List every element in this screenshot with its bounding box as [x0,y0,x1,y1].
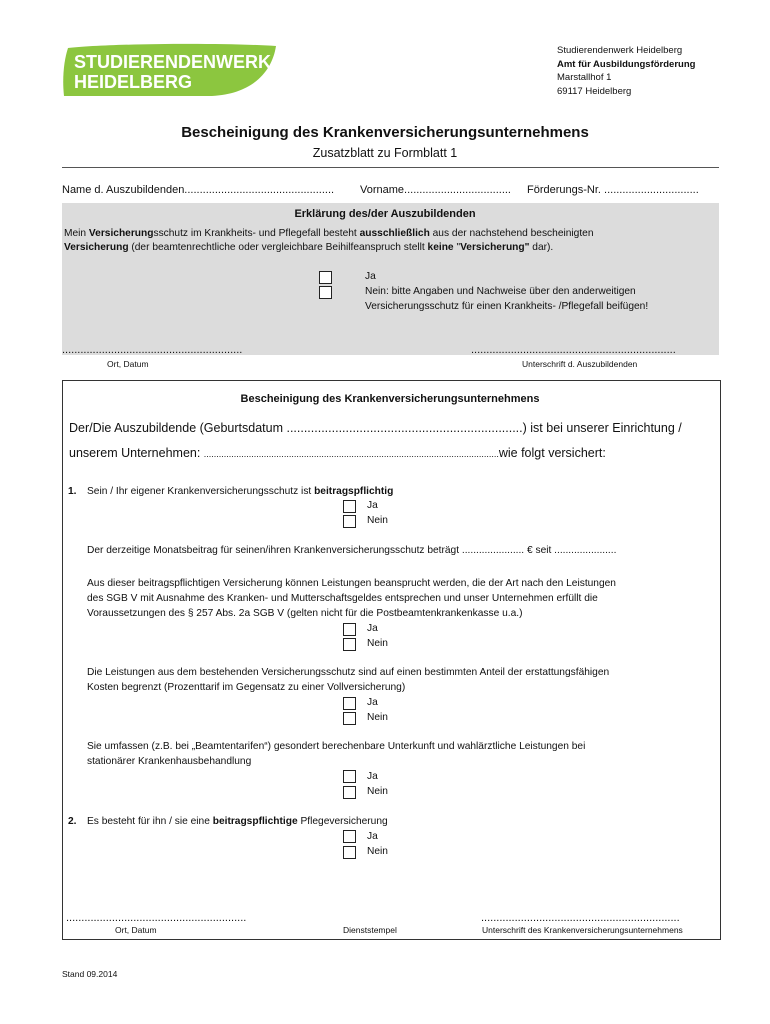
q2-ja-label: Ja [367,831,378,842]
benefits-ja-label: Ja [367,623,378,634]
declaration-signature-field[interactable]: ................................................................... [471,344,676,356]
declaration-ja-checkbox[interactable] [319,271,332,284]
declaration-nein-checkbox[interactable] [319,286,332,299]
cert-stamp-label: Dienststempel [343,925,397,935]
certification-line1[interactable]: Der/Die Auszubildende (Geburtsdatum ....................................................................) ist bei unserer Einrichtung / [69,421,682,435]
q2-text: Es besteht für ihn / sie eine beitragspflichtige Pflegeversicherung [87,816,388,827]
cert-place-date-field[interactable]: ........................................................... [66,912,247,924]
logo-graphic [62,42,278,98]
certification-heading: Bescheinigung des Krankenversicherungsunternehmens [240,393,540,405]
declaration-nein-label-cont: Versicherungsschutz für einen Krankheits- /Pflegefall beifügen! [365,301,649,312]
vorname-field[interactable]: Vorname................................... [360,184,511,196]
benefits-text-line3: Voraussetzungen des § 257 Abs. 2a SGB V (gelten nicht für die Postbeamtenkrankenkasse u.a.) [87,608,523,619]
declaration-text-line1: Mein Versicherungsschutz im Krankheits- und Pflegefall besteht ausschließlich aus der nachstehend bescheinigten [64,228,594,239]
studierendenwerk-logo [62,42,278,98]
certification-section [62,380,721,940]
certification-line2[interactable]: unserem Unternehmen: ......................................................................................................................wie folgt versichert: [69,446,606,460]
benefits-text-line1: Aus dieser beitragspflichtigen Versicherung können Leistungen beansprucht werden, die der Art nach den Leistungen [87,578,616,589]
benefits-nein-checkbox[interactable] [343,638,356,651]
q1-ja-checkbox[interactable] [343,500,356,513]
declaration-place-date-field[interactable]: ........................................................... [62,344,243,356]
monthly-premium-field[interactable]: Der derzeitige Monatsbeitrag für seinen/ihren Krankenversicherungsschutz beträgt ...................... € seit ...................... [87,545,617,556]
footer-stand: Stand 09.2014 [62,969,118,979]
address-street: Marstallhof 1 [557,72,612,83]
benefits-ja-checkbox[interactable] [343,623,356,636]
page-title: Bescheinigung des Krankenversicherungsunternehmens [181,124,589,141]
q1-nein-checkbox[interactable] [343,515,356,528]
address-dept: Amt für Ausbildungsförderung [557,58,696,70]
q2-number: 2. [68,816,77,827]
q1-number: 1. [68,486,77,497]
percentage-tariff-ja-checkbox[interactable] [343,697,356,710]
q1-ja-label: Ja [367,500,378,511]
svg-text:HEIDELBERG: HEIDELBERG [74,72,193,92]
address-city: 69117 Heidelberg [557,85,632,97]
title-divider [62,167,719,168]
accommodation-text-line1: Sie umfassen (z.B. bei „Beamtentarifen“) gesondert berechenbare Unterkunft und wahlärztliche Leistungen bei [87,741,586,752]
benefits-nein-label: Nein [367,638,388,649]
declaration-text-line2: Versicherung (der beamtenrechtliche oder vergleichbare Beihilfeanspruch stellt keine "Versicherung" dar). [64,242,554,253]
accommodation-ja-label: Ja [367,771,378,782]
name-field[interactable]: Name d. Auszubildenden................................................. [62,184,335,196]
address-org: Studierendenwerk Heidelberg [557,45,683,56]
declaration-nein-label: Nein: bitte Angaben und Nachweise über den anderweitigen [365,286,636,297]
address-block [557,44,695,98]
declaration-place-date-label: Ort, Datum [107,359,149,369]
declaration-heading: Erklärung des/der Auszubildenden [294,208,476,220]
percentage-tariff-nein-checkbox[interactable] [343,712,356,725]
cert-signature-label: Unterschrift des Krankenversicherungsunternehmens [482,925,683,935]
percentage-tariff-text-line1: Die Leistungen aus dem bestehenden Versicherungsschutz sind auf einen bestimmten Anteil der erstattungsfähigen [87,667,610,678]
accommodation-ja-checkbox[interactable] [343,770,356,783]
q1-nein-label: Nein [367,515,388,526]
cert-place-date-label: Ort, Datum [115,925,157,935]
accommodation-text-line2: stationärer Krankenhausbehandlung [87,756,252,767]
declaration-ja-label: Ja [365,271,376,282]
accommodation-nein-checkbox[interactable] [343,786,356,799]
declaration-section [62,203,719,355]
foerderungsnr-field[interactable]: Förderungs-Nr. ............................... [527,184,699,196]
accommodation-nein-label: Nein [367,786,388,797]
percentage-tariff-text-line2: Kosten begrenzt (Prozenttarif im Gegensatz zu einer Vollversicherung) [87,682,406,693]
cert-signature-field[interactable]: ................................................................. [481,912,680,924]
q1-text: Sein / Ihr eigener Krankenversicherungsschutz ist beitragspflichtig [87,486,394,497]
svg-text:STUDIERENDENWERK: STUDIERENDENWERK [74,52,272,72]
page-subtitle: Zusatzblatt zu Formblatt 1 [312,146,458,160]
q2-nein-checkbox[interactable] [343,846,356,859]
percentage-tariff-ja-label: Ja [367,697,378,708]
percentage-tariff-nein-label: Nein [367,712,388,723]
declaration-signature-label: Unterschrift d. Auszubildenden [522,359,638,369]
q2-ja-checkbox[interactable] [343,830,356,843]
benefits-text-line2: des SGB V mit Ausnahme des Kranken- und Mutterschaftsgeldes entsprechen und unser Unternehmen erfüllt die [87,593,598,604]
q2-nein-label: Nein [367,846,388,857]
